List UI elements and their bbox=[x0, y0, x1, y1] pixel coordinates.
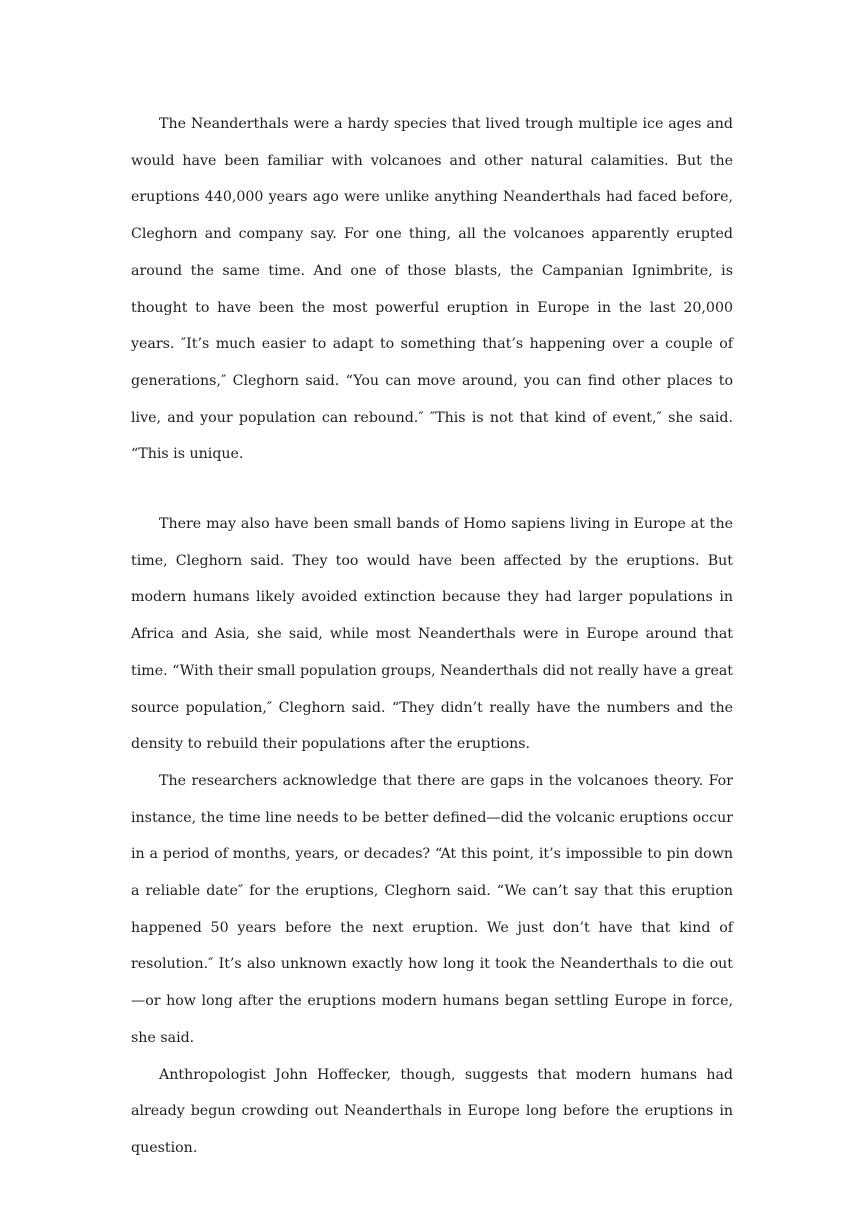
paragraph-2: There may also have been small bands of Homo sapiens living in Europe at the time, Cleghorn said. They too would have been affected by the eruptions. But modern humans likely avoided extinction because they had larger populations in Africa and Asia, she said, while most Neanderthals were in Europe around that time. “With their small population groups, Neanderthals did not really have a great source population,″ Cleghorn said. “They didn’t really have the numbers and the density to rebuild their populations after the eruptions. bbox=[131, 516, 733, 753]
paragraph-1: The Neanderthals were a hardy species that lived trough multiple ice ages and would have been familiar with volcanoes and other natural calamities. But the eruptions 440,000 years ago were unlike anything Neanderthals had faced before, Cleghorn and company say. For one thing, all the volcanoes apparently erupted around the same time. And one of those blasts, the Campanian Ignimbrite, is thought to have been the most powerful eruption in Europe in the last 20,000 years. ″It’s much easier to adapt to something that’s happening over a couple of generations,″ Cleghorn said. “You can move around, you can find other places to live, and your population can rebound.″ ″This is not that kind of event,″ she said. “This is unique. bbox=[131, 116, 733, 463]
paragraph-spacer bbox=[131, 473, 733, 506]
article-body bbox=[131, 106, 733, 1167]
paragraph-3: The researchers acknowledge that there are gaps in the volcanoes theory. For instance, the time line needs to be better defined—did the volcanic eruptions occur in a period of months, years, or decades? “At this point, it’s impossible to pin down a reliable date″ for the eruptions, Cleghorn said. “We can’t say that this eruption happened 50 years before the next eruption. We just don’t have that kind of resolution.″ It’s also unknown exactly how long it took the Neanderthals to die out—or how long after the eruptions modern humans began settling Europe in force, she said. bbox=[131, 772, 733, 1046]
paragraph-4: Anthropologist John Hoffecker, though, suggests that modern humans had already begun crowding out Neanderthals in Europe long before the eruptions in question. bbox=[131, 1066, 733, 1156]
